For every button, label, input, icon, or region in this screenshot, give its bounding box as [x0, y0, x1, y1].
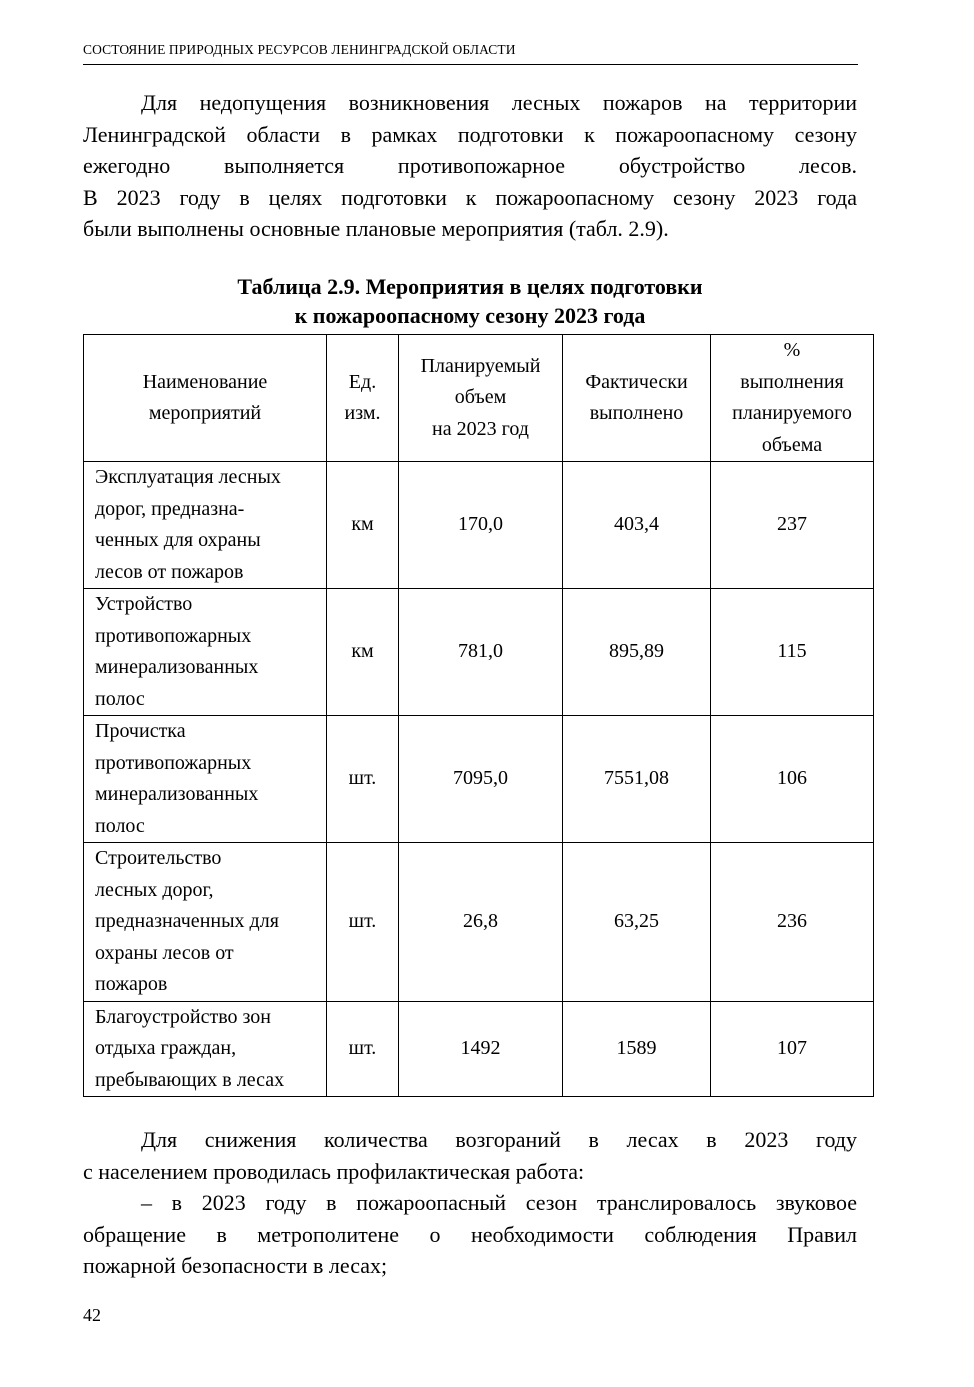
row-name — [84, 843, 327, 1002]
intro-line: Ленинградской области в рамках подготовки к пожароопасному сезону — [83, 121, 857, 147]
row-plan: 7095,0 — [399, 716, 563, 843]
row-plan: 26,8 — [399, 843, 563, 1002]
row-name-line: ченных для охраны — [95, 529, 261, 551]
intro-line: В 2023 году в целях подготовки к пожароопасному сезону 2023 года — [83, 184, 857, 210]
header-plan-line: Планируемый — [420, 354, 541, 377]
running-header: СОСТОЯНИЕ ПРИРОДНЫХ РЕСУРСОВ ЛЕНИНГРАДСКОЙ ОБЛАСТИ — [83, 42, 858, 65]
row-name — [84, 462, 327, 589]
row-percent: 115 — [711, 589, 874, 716]
closing-paragraph — [83, 1124, 857, 1282]
table-row — [84, 589, 874, 716]
closing-line: Для снижения количества возгораний в лесах в 2023 году — [141, 1127, 857, 1152]
header-unit-line: Ед. — [348, 370, 377, 393]
closing-line: пожарной безопасности в лесах; — [83, 1253, 388, 1278]
closing-line: с населением проводилась профилактическая работа: — [83, 1158, 585, 1184]
table-row — [84, 843, 874, 1002]
header-plan-line: объем — [454, 386, 507, 409]
row-name-line: минерализованных — [95, 783, 259, 805]
row-name-line: дорог, предназна- — [95, 497, 245, 520]
row-fact: 1589 — [563, 1001, 711, 1097]
row-percent: 106 — [711, 716, 874, 843]
row-name-line: лесов от пожаров — [95, 560, 244, 583]
row-name — [84, 716, 327, 843]
table-title-line: к пожароопасному сезону 2023 года — [294, 303, 646, 328]
row-name-line: пожаров — [95, 973, 168, 995]
row-name-line: полос — [95, 687, 145, 710]
closing-line: обращение в метрополитене о необходимости соблюдения Правил — [83, 1221, 857, 1247]
row-unit: км — [327, 462, 399, 589]
intro-paragraph — [83, 87, 857, 245]
row-fact: 63,25 — [563, 843, 711, 1002]
header-name-line: мероприятий — [148, 402, 262, 424]
row-fact: 403,4 — [563, 462, 711, 589]
row-name-line: противопожарных — [95, 751, 252, 774]
header-percent-line: выполнения — [740, 370, 844, 393]
row-name-line: Прочистка — [95, 720, 186, 742]
row-unit: км — [327, 589, 399, 716]
row-name-line: Строительство — [95, 847, 222, 869]
row-name-line: минерализованных — [95, 656, 259, 678]
row-name-line: охраны лесов от — [95, 941, 234, 964]
row-name-line: отдыха граждан, — [95, 1037, 237, 1059]
header-percent — [711, 335, 874, 462]
row-name-line: полос — [95, 814, 145, 837]
header-percent-line: планируемого — [732, 402, 852, 424]
table-title — [83, 272, 857, 330]
header-percent-line: % — [783, 339, 801, 361]
header-plan-line: на 2023 год — [432, 417, 529, 440]
header-fact — [563, 335, 711, 462]
header-plan — [399, 335, 563, 462]
row-plan: 1492 — [399, 1001, 563, 1097]
row-name-line: предназначенных для — [95, 910, 279, 932]
row-name-line: Эксплуатация лесных — [95, 466, 281, 488]
header-unit — [327, 335, 399, 462]
row-name-line: Благоустройство зон — [95, 1005, 271, 1028]
row-unit: шт. — [327, 1001, 399, 1097]
row-name-line: противопожарных — [95, 624, 252, 647]
intro-line: были выполнены основные плановые мероприятия (табл. 2.9). — [83, 216, 669, 241]
table-row — [84, 716, 874, 843]
row-name-line: Устройство — [95, 593, 193, 615]
row-unit: шт. — [327, 843, 399, 1002]
table-row — [84, 1001, 874, 1097]
row-name-line: лесных дорог, — [95, 878, 214, 901]
row-name-line: пребывающих в лесах — [95, 1068, 285, 1091]
row-plan: 170,0 — [399, 462, 563, 589]
header-percent-line: объема — [761, 433, 823, 456]
intro-line: Для недопущения возникновения лесных пожаров на территории — [141, 90, 857, 115]
row-name — [84, 1001, 327, 1097]
row-percent: 236 — [711, 843, 874, 1002]
row-fact: 895,89 — [563, 589, 711, 716]
closing-line: – в 2023 году в пожароопасный сезон транслировалось звуковое — [141, 1190, 857, 1215]
header-unit-line: изм. — [344, 402, 381, 424]
row-percent: 107 — [711, 1001, 874, 1097]
row-plan: 781,0 — [399, 589, 563, 716]
intro-line: ежегодно выполняется противопожарное обустройство лесов. — [83, 153, 857, 178]
row-percent: 237 — [711, 462, 874, 589]
row-unit: шт. — [327, 716, 399, 843]
table-header-row — [84, 335, 874, 462]
fire-measures-table — [83, 334, 874, 1097]
table-title-line: Таблица 2.9. Мероприятия в целях подготовки — [237, 274, 703, 299]
row-name — [84, 589, 327, 716]
header-fact-line: Фактически — [585, 370, 688, 393]
page-number: 42 — [83, 1305, 101, 1325]
row-fact: 7551,08 — [563, 716, 711, 843]
table-row — [84, 462, 874, 589]
header-fact-line: выполнено — [589, 402, 684, 424]
header-name — [84, 335, 327, 462]
header-name-line: Наименование — [142, 370, 268, 393]
